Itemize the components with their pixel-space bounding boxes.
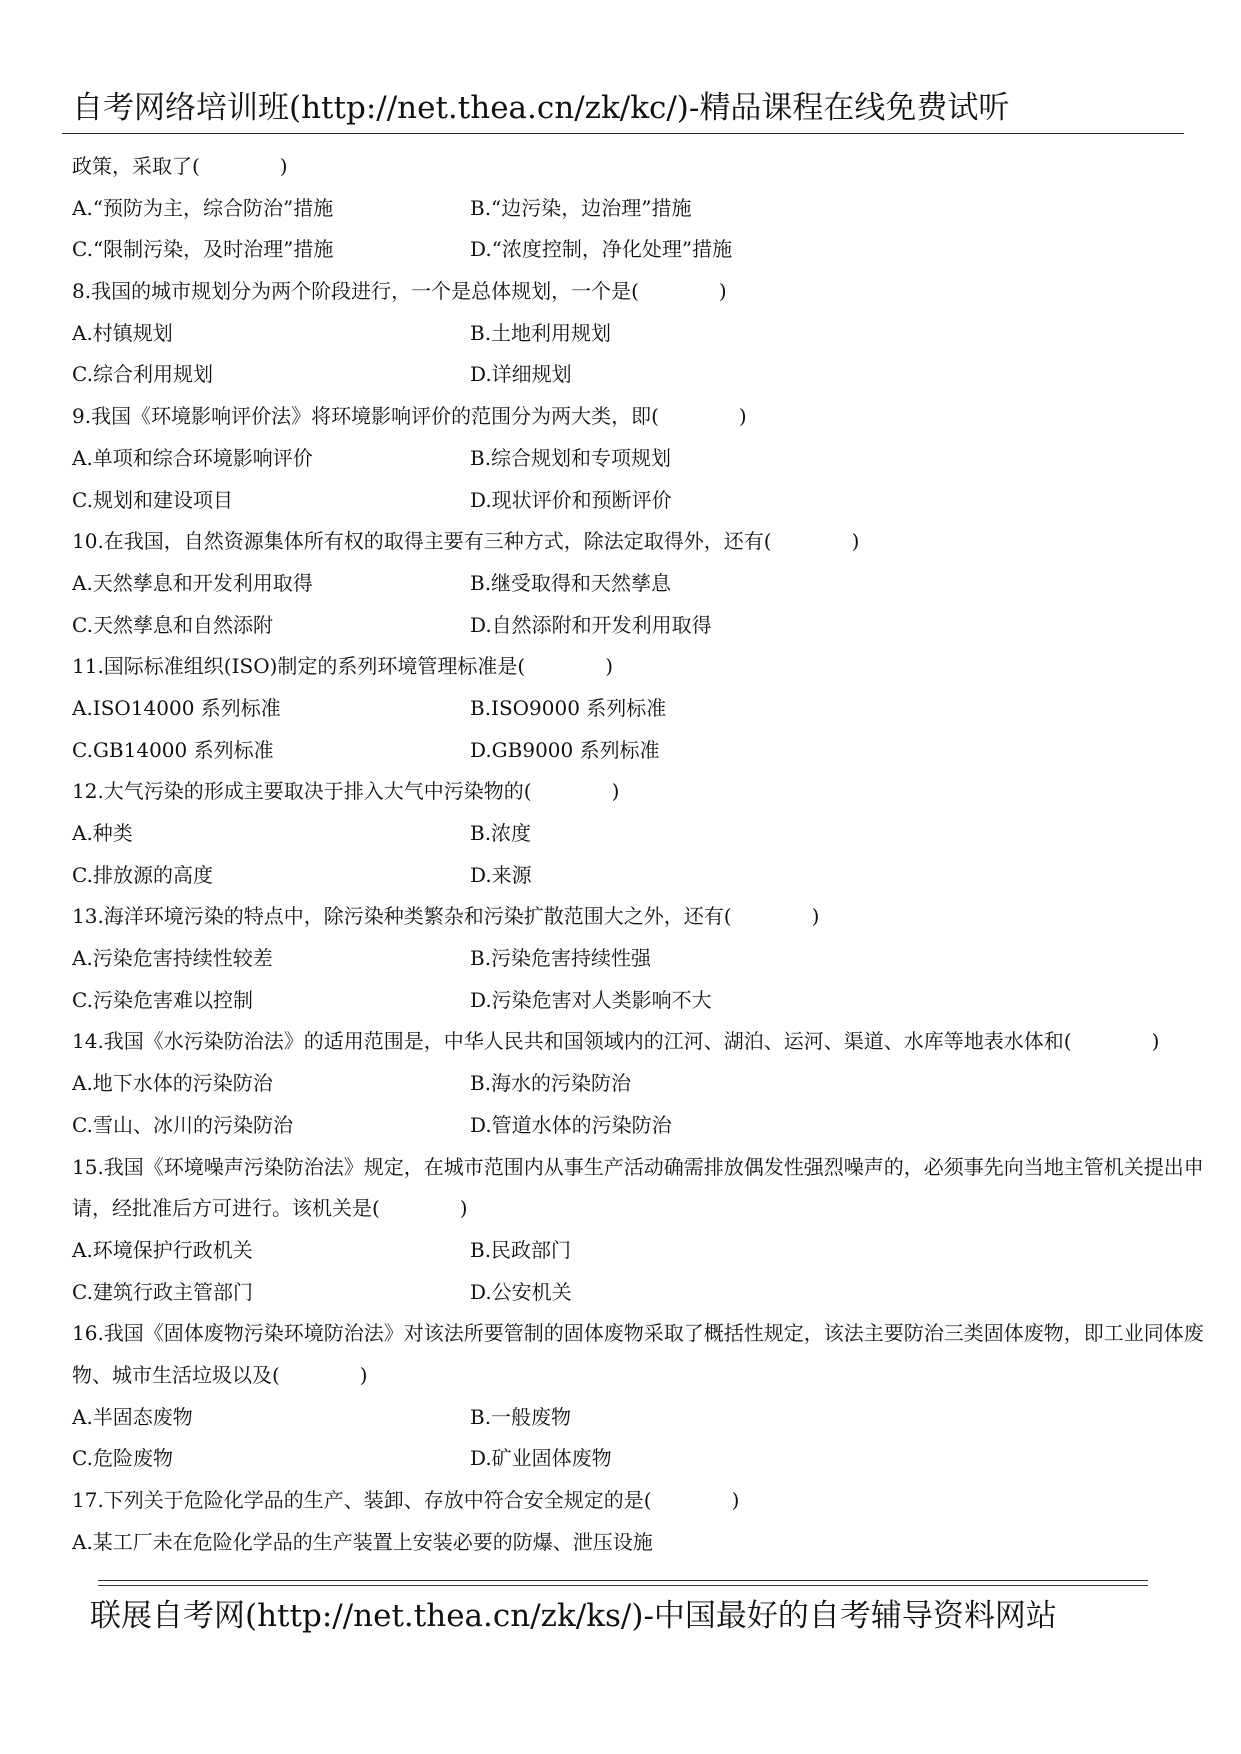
question-stem: 10.在我国，自然资源集体所有权的取得主要有三种方式，除法定取得外，还有( ): [72, 529, 860, 554]
option-d: D.污染危害对人类影响不大: [470, 987, 712, 1012]
option-a: A.污染危害持续性较差: [72, 946, 273, 971]
question-options-row: [72, 1230, 1212, 1272]
option-c: C.天然孳息和自然添附: [72, 612, 273, 637]
question-options-row: [72, 1438, 1212, 1480]
question-stem: 11.国际标准组织(ISO)制定的系列环境管理标准是( ): [72, 654, 614, 679]
question-stem: 9.我国《环境影响评价法》将环境影响评价的范围分为两大类，即( ): [72, 404, 747, 429]
question-options-row: [72, 1105, 1212, 1147]
option-a: A.环境保护行政机关: [72, 1237, 253, 1262]
question-options-row: [72, 563, 1212, 605]
question-stem: 8.我国的城市规划分为两个阶段进行，一个是总体规划，一个是( ): [72, 279, 727, 304]
option-a: A.单项和综合环境影响评价: [72, 445, 313, 470]
question-stem: 15.我国《环境噪声污染防治法》规定，在城市范围内从事生产活动确需排放偶发性强烈噪声的，必须事先向当地主管机关提出申请，经批准后方可进行。该机关是( ): [72, 1154, 1204, 1221]
option-d: D.来源: [470, 862, 532, 887]
page-footer: 联展自考网(http://net.thea.cn/zk/ks/)-中国最好的自考辅导资料网站: [90, 1598, 1057, 1634]
option-c: C.规划和建设项目: [72, 487, 233, 512]
question-stem: 13.海洋环境污染的特点中，除污染种类繁杂和污染扩散范围大之外，还有( ): [72, 904, 820, 929]
option-b: B.一般废物: [470, 1404, 572, 1429]
option-c: C.综合利用规划: [72, 362, 213, 387]
option-b: B.海水的污染防治: [470, 1071, 632, 1096]
question-options-row: [72, 688, 1212, 730]
question-options-row: [72, 980, 1212, 1022]
question-options-row: [72, 605, 1212, 647]
question-options-row: [72, 313, 1212, 355]
footer-divider-top: [98, 1580, 1148, 1581]
question-options-row: [72, 730, 1212, 772]
option-c: C.污染危害难以控制: [72, 987, 253, 1012]
question-17-stem: 17.下列关于危险化学品的生产、装卸、存放中符合安全规定的是( ): [72, 1488, 740, 1513]
option-d: D.GB9000 系列标准: [470, 737, 660, 762]
question-options-row: [72, 438, 1212, 480]
option-d: D.“浓度控制，净化处理”措施: [470, 237, 733, 262]
question-7-options-ab: [72, 188, 1212, 230]
question-17-option-a: A.某工厂未在危险化学品的生产装置上安装必要的防爆、泄压设施: [72, 1529, 653, 1554]
footer-divider-bottom: [98, 1585, 1148, 1586]
option-b: B.ISO9000 系列标准: [470, 695, 667, 720]
page-header: 自考网络培训班(http://net.thea.cn/zk/kc/)-精品课程在线免费试听: [72, 90, 1010, 126]
option-b: B.浓度: [470, 821, 532, 845]
option-c: C.危险废物: [72, 1446, 173, 1471]
header-divider: [62, 133, 1184, 134]
option-c: C.雪山、冰川的污染防治: [72, 1112, 293, 1137]
question-options-row: [72, 938, 1212, 980]
option-d: D.现状评价和预断评价: [470, 487, 672, 512]
question-options-row: [72, 480, 1212, 522]
question-options-row: [72, 855, 1212, 897]
option-a: A.村镇规划: [72, 320, 173, 345]
option-b: B.继受取得和天然孳息: [470, 570, 672, 595]
exam-content: [72, 146, 1212, 1563]
option-b: B.土地利用规划: [470, 320, 612, 345]
question-options-row: [72, 1272, 1212, 1314]
question-list: [72, 271, 1212, 1480]
option-d: D.公安机关: [470, 1279, 572, 1304]
option-a: A.种类: [72, 821, 133, 845]
option-a: A.半固态废物: [72, 1404, 193, 1429]
question-options-row: [72, 354, 1212, 396]
option-a: A.“预防为主，综合防治”措施: [72, 195, 334, 220]
question-stem: 12.大气污染的形成主要取决于排入大气中污染物的( ): [72, 779, 620, 804]
question-7-options-cd: [72, 229, 1212, 271]
option-c: C.GB14000 系列标准: [72, 737, 274, 762]
option-c: C.排放源的高度: [72, 862, 213, 887]
question-options-row: [72, 1063, 1212, 1105]
option-a: A.ISO14000 系列标准: [72, 695, 281, 720]
option-b: B.综合规划和专项规划: [470, 445, 672, 470]
question-stem: 16.我国《固体废物污染环境防治法》对该法所要管制的固体废物采取了概括性规定，该法主要防治三类固体废物，即工业同体废物、城市生活垃圾以及( ): [72, 1321, 1204, 1387]
option-d: D.矿业固体废物: [470, 1446, 612, 1471]
option-a: A.天然孳息和开发利用取得: [72, 570, 313, 595]
question-options-row: [72, 1397, 1212, 1439]
option-d: D.管道水体的污染防治: [470, 1112, 672, 1137]
question-7-continuation: 政策，采取了( ): [72, 154, 288, 178]
option-c: C.“限制污染，及时治理”措施: [72, 237, 334, 262]
option-a: A.地下水体的污染防治: [72, 1071, 273, 1096]
option-b: B.污染危害持续性强: [470, 946, 652, 971]
option-b: B.“边污染，边治理”措施: [470, 195, 692, 220]
question-stem: 14.我国《水污染防治法》的适用范围是，中华人民共和国领域内的江河、湖泊、运河、渠道、水库等地表水体和( ): [72, 1029, 1160, 1054]
option-d: D.详细规划: [470, 362, 572, 387]
option-b: B.民政部门: [470, 1237, 572, 1262]
option-d: D.自然添附和开发利用取得: [470, 612, 712, 637]
question-options-row: [72, 813, 1212, 855]
option-c: C.建筑行政主管部门: [72, 1279, 253, 1304]
